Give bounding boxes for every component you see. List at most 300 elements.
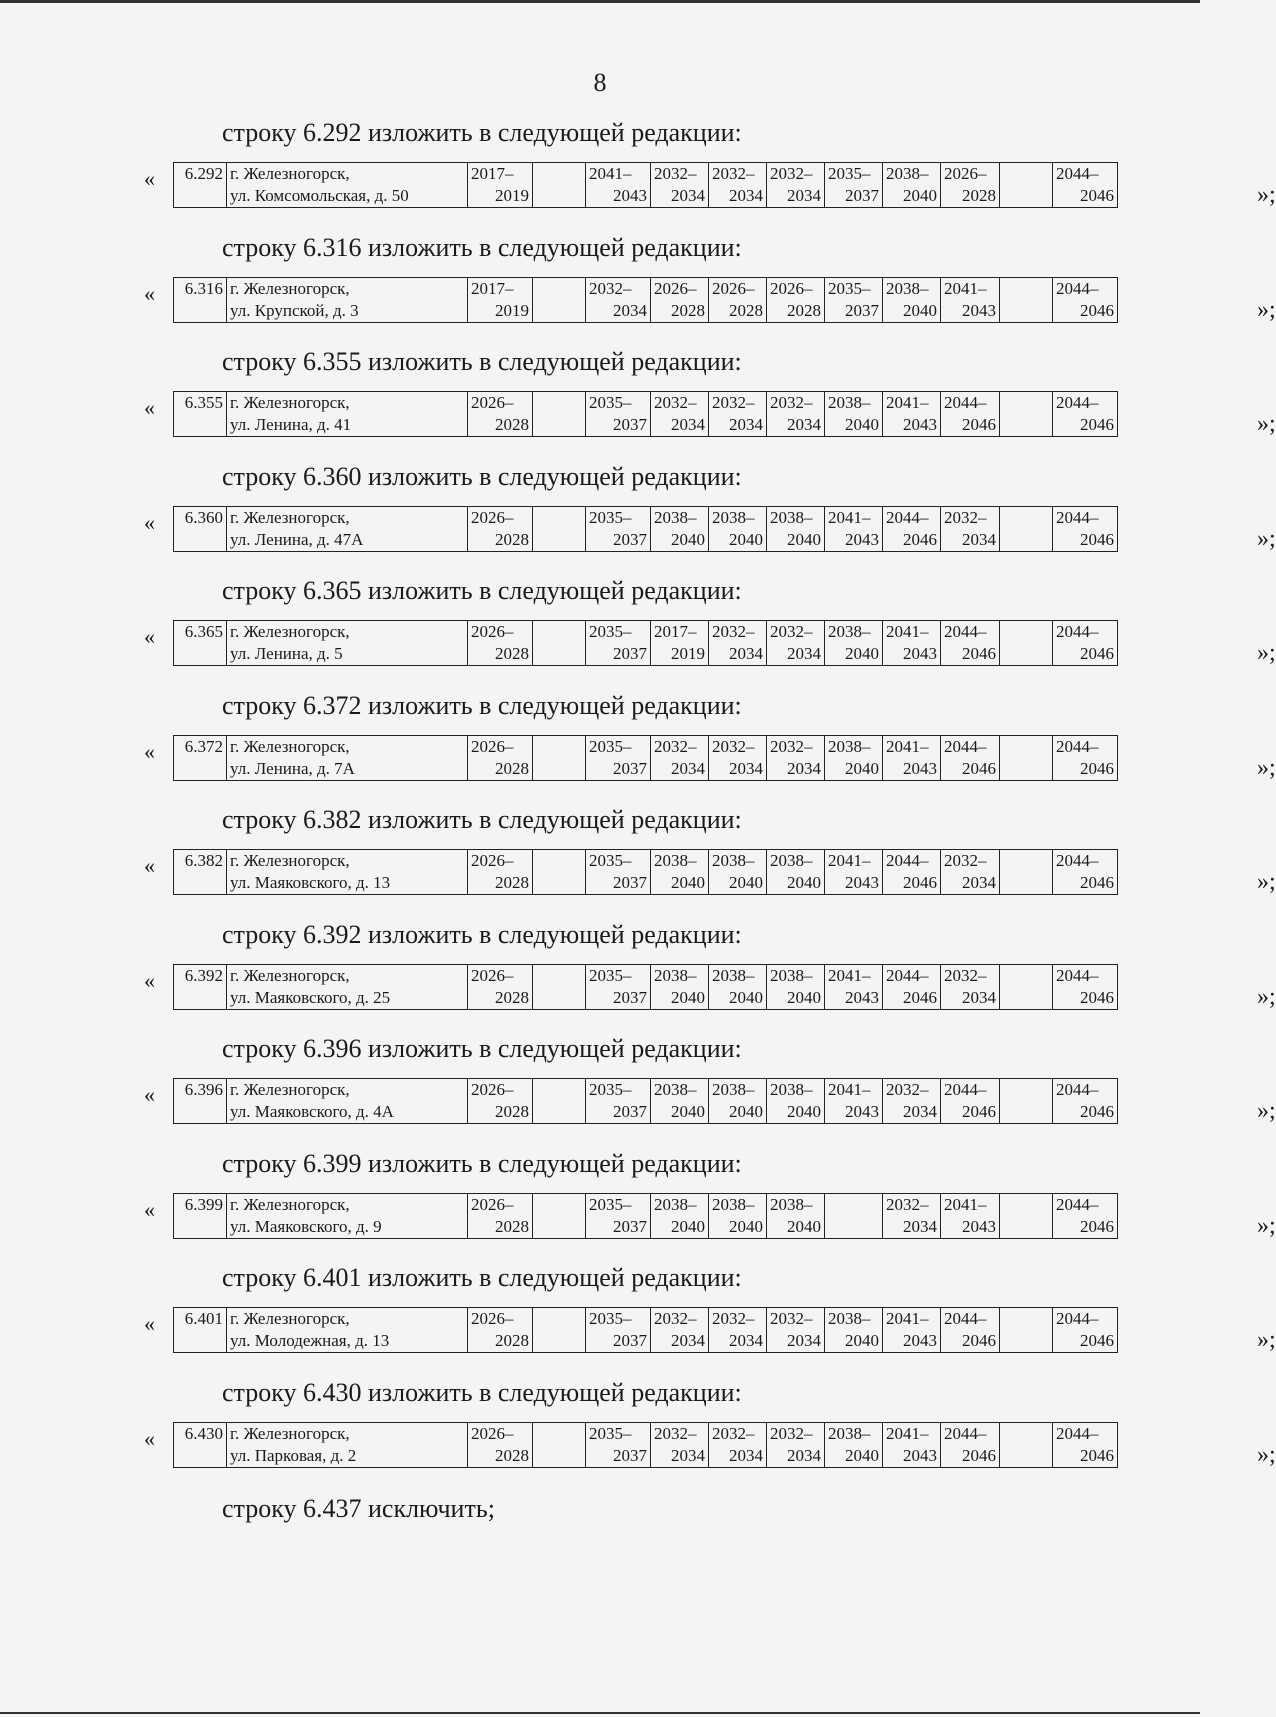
year-end: 2046: [1080, 1331, 1114, 1350]
year-cell: [767, 850, 825, 895]
year-start: [536, 507, 582, 529]
year-start: 2038–: [770, 1080, 813, 1099]
year-end: 2037: [613, 415, 647, 434]
year-cell: [1053, 507, 1118, 552]
table-row-wrapper: [144, 1422, 1276, 1470]
row-number: 6.382: [184, 851, 223, 870]
year-start: 2026–: [471, 1080, 514, 1099]
address-cell: [227, 850, 468, 895]
year-start: 2041–: [589, 164, 632, 183]
year-end: 2028: [495, 1331, 529, 1350]
year-start: 2026–: [471, 393, 514, 412]
year-cell: [767, 278, 825, 323]
row-number: 6.365: [184, 622, 223, 641]
year-cell: [586, 1423, 651, 1468]
year-cell: [1000, 1308, 1053, 1353]
year-cell: [586, 736, 651, 781]
year-start: 2032–: [712, 393, 755, 412]
year-start: [1003, 621, 1049, 643]
year-end: 2028: [729, 301, 763, 320]
year-start: 2044–: [944, 1424, 987, 1443]
section-heading: строку 6.396 изложить в следующей редакции:: [222, 1034, 742, 1063]
year-start: 2032–: [712, 622, 755, 641]
year-end: 2040: [729, 988, 763, 1007]
year-end: 2034: [903, 1102, 937, 1121]
year-end: 2043: [903, 415, 937, 434]
row-number-cell: [174, 621, 227, 666]
row-number: 6.372: [184, 737, 223, 756]
year-cell: [941, 621, 1000, 666]
year-cell: [883, 1079, 941, 1124]
year-cell: [825, 736, 883, 781]
year-end: [536, 758, 582, 780]
year-end: 2046: [903, 873, 937, 892]
year-cell: [709, 1423, 767, 1468]
year-start: 2026–: [471, 622, 514, 641]
year-cell: [468, 1194, 533, 1239]
table-row-wrapper: [144, 506, 1276, 554]
year-start: 2035–: [828, 164, 871, 183]
year-end: 2046: [1080, 759, 1114, 778]
year-cell: [825, 278, 883, 323]
year-start: 2035–: [589, 1424, 632, 1443]
year-start: 2035–: [589, 737, 632, 756]
address-street: ул. Ленина, д. 7А: [230, 759, 355, 778]
address-city: г. Железногорск,: [230, 1309, 350, 1328]
year-cell: [883, 736, 941, 781]
year-end: [1003, 872, 1049, 894]
year-cell: [941, 736, 1000, 781]
year-cell: [1000, 163, 1053, 208]
year-end: 2040: [903, 301, 937, 320]
year-start: [536, 1194, 582, 1216]
year-end: 2040: [787, 530, 821, 549]
row-number-cell: [174, 1308, 227, 1353]
opening-quote: «: [144, 968, 155, 993]
table-row-wrapper: [144, 162, 1276, 210]
address-street: ул. Молодежная, д. 13: [230, 1331, 390, 1350]
amendment-section: [0, 805, 1276, 905]
table-row: [173, 620, 1118, 666]
year-end: [536, 643, 582, 665]
year-end: [536, 1216, 582, 1238]
year-cell: [468, 1423, 533, 1468]
year-cell: [533, 163, 586, 208]
year-start: [1003, 1079, 1049, 1101]
row-number-cell: [174, 965, 227, 1010]
year-cell: [941, 278, 1000, 323]
year-cell: [767, 163, 825, 208]
year-end: 2037: [845, 186, 879, 205]
section-heading: строку 6.382 изложить в следующей редакции:: [222, 805, 742, 834]
year-start: 2044–: [1056, 393, 1099, 412]
address-street: ул. Ленина, д. 41: [230, 415, 352, 434]
year-end: 2034: [671, 415, 705, 434]
year-cell: [468, 1308, 533, 1353]
year-start: 2041–: [944, 1195, 987, 1214]
year-start: 2032–: [712, 1424, 755, 1443]
year-cell: [651, 965, 709, 1010]
row-number: 6.401: [184, 1309, 223, 1328]
year-end: 2040: [845, 759, 879, 778]
year-start: 2044–: [944, 622, 987, 641]
year-end: 2040: [671, 530, 705, 549]
year-end: 2028: [495, 759, 529, 778]
year-cell: [941, 1423, 1000, 1468]
year-end: 2046: [1080, 530, 1114, 549]
year-cell: [709, 1079, 767, 1124]
year-start: 2032–: [712, 164, 755, 183]
year-start: 2038–: [886, 279, 929, 298]
closing-quote: »;: [1257, 182, 1276, 208]
year-start: 2026–: [712, 279, 755, 298]
year-cell: [533, 621, 586, 666]
opening-quote: «: [144, 1082, 155, 1107]
table-row-wrapper: [144, 964, 1276, 1012]
closing-quote: »;: [1257, 1442, 1276, 1468]
address-city: г. Железногорск,: [230, 1424, 350, 1443]
row-number: 6.430: [184, 1424, 223, 1443]
address-street: ул. Ленина, д. 5: [230, 644, 343, 663]
year-end: 2028: [495, 1446, 529, 1465]
closing-quote: »;: [1257, 640, 1276, 666]
closing-quote: »;: [1257, 869, 1276, 895]
year-start: 2044–: [1056, 966, 1099, 985]
year-end: 2028: [495, 873, 529, 892]
year-cell: [767, 507, 825, 552]
year-cell: [941, 1079, 1000, 1124]
table-row-wrapper: [144, 391, 1276, 439]
year-start: 2038–: [712, 851, 755, 870]
year-cell: [1000, 621, 1053, 666]
year-end: 2037: [613, 530, 647, 549]
year-start: 2041–: [828, 851, 871, 870]
row-number: 6.316: [184, 279, 223, 298]
year-end: 2040: [787, 873, 821, 892]
address-cell: [227, 1194, 468, 1239]
year-start: 2038–: [828, 737, 871, 756]
address-street: ул. Маяковского, д. 9: [230, 1217, 382, 1236]
year-start: 2041–: [828, 508, 871, 527]
year-start: [536, 1423, 582, 1445]
year-cell: [709, 507, 767, 552]
year-cell: [586, 850, 651, 895]
year-end: 2040: [903, 186, 937, 205]
year-start: 2035–: [828, 279, 871, 298]
year-cell: [533, 1079, 586, 1124]
year-end: 2034: [729, 644, 763, 663]
year-start: 2032–: [770, 1309, 813, 1328]
amendment-section: [0, 233, 1276, 333]
year-start: [536, 965, 582, 987]
year-start: 2032–: [770, 737, 813, 756]
year-start: 2041–: [886, 622, 929, 641]
section-heading: строку 6.399 изложить в следующей редакции:: [222, 1149, 742, 1178]
year-start: 2041–: [886, 737, 929, 756]
year-cell: [586, 965, 651, 1010]
year-end: 2046: [1080, 301, 1114, 320]
year-cell: [533, 278, 586, 323]
year-cell: [533, 1194, 586, 1239]
address-cell: [227, 392, 468, 437]
year-end: 2043: [903, 1331, 937, 1350]
year-start: 2041–: [886, 1424, 929, 1443]
address-city: г. Железногорск,: [230, 1080, 350, 1099]
row-number: 6.399: [184, 1195, 223, 1214]
year-cell: [709, 850, 767, 895]
opening-quote: «: [144, 281, 155, 306]
year-end: [1003, 300, 1049, 322]
year-start: 2032–: [770, 164, 813, 183]
year-start: 2038–: [654, 1195, 697, 1214]
year-cell: [1000, 392, 1053, 437]
year-start: 2017–: [471, 164, 514, 183]
year-end: 2040: [845, 415, 879, 434]
amendment-section: [0, 1378, 1276, 1478]
table-row: [173, 1422, 1118, 1468]
row-number-cell: [174, 163, 227, 208]
closing-quote: »;: [1257, 1327, 1276, 1353]
year-end: 2040: [787, 1102, 821, 1121]
year-end: 2034: [787, 1446, 821, 1465]
amendment-section: [0, 1263, 1276, 1363]
year-cell: [1000, 736, 1053, 781]
year-end: [536, 414, 582, 436]
year-cell: [1000, 850, 1053, 895]
year-start: 2035–: [589, 966, 632, 985]
section-heading: строку 6.430 изложить в следующей редакции:: [222, 1378, 742, 1407]
year-start: 2017–: [654, 622, 697, 641]
section-heading: строку 6.360 изложить в следующей редакции:: [222, 462, 742, 491]
year-end: 2040: [787, 1217, 821, 1236]
year-end: [536, 1101, 582, 1123]
year-end: [536, 987, 582, 1009]
address-city: г. Железногорск,: [230, 164, 350, 183]
year-start: 2032–: [712, 1309, 755, 1328]
address-street: ул. Крупской, д. 3: [230, 301, 359, 320]
year-cell: [468, 965, 533, 1010]
year-cell: [586, 507, 651, 552]
year-cell: [1000, 1194, 1053, 1239]
year-start: 2026–: [471, 966, 514, 985]
year-end: [1003, 1445, 1049, 1467]
year-end: [1003, 1330, 1049, 1352]
year-cell: [1053, 1194, 1118, 1239]
year-cell: [941, 507, 1000, 552]
row-number-cell: [174, 507, 227, 552]
year-start: 2035–: [589, 393, 632, 412]
year-start: 2032–: [654, 737, 697, 756]
year-cell: [468, 850, 533, 895]
year-end: [536, 529, 582, 551]
year-cell: [1053, 392, 1118, 437]
address-cell: [227, 507, 468, 552]
year-start: 2044–: [944, 1309, 987, 1328]
row-number-cell: [174, 850, 227, 895]
year-end: 2040: [671, 1217, 705, 1236]
year-start: [1003, 163, 1049, 185]
year-cell: [709, 278, 767, 323]
year-end: 2046: [1080, 988, 1114, 1007]
year-end: 2028: [495, 1217, 529, 1236]
year-cell: [767, 392, 825, 437]
address-city: г. Железногорск,: [230, 737, 350, 756]
year-start: 2041–: [886, 1309, 929, 1328]
section-heading: строку 6.292 изложить в следующей редакции:: [222, 118, 742, 147]
year-end: 2043: [845, 873, 879, 892]
year-end: 2040: [787, 988, 821, 1007]
year-cell: [533, 1423, 586, 1468]
year-end: 2034: [729, 186, 763, 205]
year-end: [828, 1216, 879, 1238]
year-cell: [533, 1308, 586, 1353]
year-cell: [651, 1423, 709, 1468]
year-end: 2034: [729, 759, 763, 778]
year-start: 2044–: [886, 851, 929, 870]
year-end: 2046: [1080, 644, 1114, 663]
year-cell: [709, 1194, 767, 1239]
year-cell: [941, 392, 1000, 437]
closing-quote: »;: [1257, 1098, 1276, 1124]
year-end: [1003, 185, 1049, 207]
row-number-cell: [174, 1194, 227, 1239]
year-end: [1003, 987, 1049, 1009]
year-end: [536, 1445, 582, 1467]
year-cell: [586, 621, 651, 666]
year-cell: [1053, 1423, 1118, 1468]
year-cell: [883, 1423, 941, 1468]
table-row-wrapper: [144, 1307, 1276, 1355]
year-start: [536, 850, 582, 872]
year-start: 2035–: [589, 1080, 632, 1099]
year-start: 2032–: [886, 1195, 929, 1214]
year-start: 2032–: [770, 622, 813, 641]
row-number: 6.396: [184, 1080, 223, 1099]
year-start: 2044–: [944, 737, 987, 756]
year-start: 2032–: [944, 851, 987, 870]
address-cell: [227, 163, 468, 208]
year-end: [1003, 414, 1049, 436]
year-start: [1003, 1308, 1049, 1330]
address-city: г. Железногорск,: [230, 1195, 350, 1214]
year-cell: [1000, 1423, 1053, 1468]
year-cell: [767, 621, 825, 666]
year-cell: [468, 392, 533, 437]
year-cell: [825, 965, 883, 1010]
year-start: 2041–: [886, 393, 929, 412]
year-end: [536, 185, 582, 207]
year-start: [536, 1308, 582, 1330]
year-end: 2040: [729, 1102, 763, 1121]
year-start: 2038–: [654, 966, 697, 985]
opening-quote: «: [144, 166, 155, 191]
year-cell: [767, 1423, 825, 1468]
year-start: [536, 736, 582, 758]
year-start: [1003, 278, 1049, 300]
year-start: 2044–: [1056, 1195, 1099, 1214]
address-street: ул. Парковая, д. 2: [230, 1446, 357, 1465]
address-street: ул. Комсомольская, д. 50: [230, 186, 409, 205]
address-city: г. Железногорск,: [230, 966, 350, 985]
year-end: 2046: [962, 1331, 996, 1350]
address-cell: [227, 278, 468, 323]
year-end: 2046: [962, 644, 996, 663]
year-cell: [651, 1079, 709, 1124]
year-cell: [709, 965, 767, 1010]
year-cell: [1053, 163, 1118, 208]
year-cell: [1000, 965, 1053, 1010]
amendment-section: [0, 347, 1276, 447]
year-start: 2035–: [589, 1195, 632, 1214]
year-end: [536, 872, 582, 894]
year-cell: [825, 1423, 883, 1468]
year-end: 2043: [845, 988, 879, 1007]
year-start: 2038–: [828, 1424, 871, 1443]
year-start: 2044–: [1056, 622, 1099, 641]
year-end: 2028: [495, 644, 529, 663]
row-number-cell: [174, 1079, 227, 1124]
year-start: 2017–: [471, 279, 514, 298]
year-start: 2038–: [770, 1195, 813, 1214]
year-end: 2046: [962, 415, 996, 434]
year-cell: [941, 163, 1000, 208]
year-end: 2046: [1080, 415, 1114, 434]
table-row: [173, 162, 1118, 208]
year-end: 2037: [613, 988, 647, 1007]
year-end: [1003, 1101, 1049, 1123]
year-start: 2041–: [828, 1080, 871, 1099]
year-start: [536, 1079, 582, 1101]
year-start: 2044–: [1056, 279, 1099, 298]
year-end: 2040: [729, 530, 763, 549]
year-start: [536, 163, 582, 185]
year-end: 2040: [845, 1331, 879, 1350]
closing-quote: »;: [1257, 411, 1276, 437]
closing-quote: »;: [1257, 526, 1276, 552]
address-cell: [227, 965, 468, 1010]
year-end: 2034: [787, 415, 821, 434]
address-city: г. Железногорск,: [230, 851, 350, 870]
year-cell: [709, 392, 767, 437]
year-end: 2028: [495, 415, 529, 434]
year-start: 2032–: [944, 508, 987, 527]
year-start: 2044–: [1056, 1309, 1099, 1328]
year-end: 2037: [845, 301, 879, 320]
year-cell: [941, 965, 1000, 1010]
year-end: 2028: [495, 530, 529, 549]
year-start: 2044–: [886, 966, 929, 985]
amendment-section: [0, 920, 1276, 1020]
year-end: 2034: [671, 1331, 705, 1350]
table-row-wrapper: [144, 620, 1276, 668]
year-start: 2044–: [886, 508, 929, 527]
year-end: 2028: [962, 186, 996, 205]
section-heading: строку 6.401 изложить в следующей редакции:: [222, 1263, 742, 1292]
year-end: 2046: [962, 759, 996, 778]
year-end: 2040: [671, 873, 705, 892]
year-cell: [586, 1079, 651, 1124]
row-number-cell: [174, 1423, 227, 1468]
table-row-wrapper: [144, 849, 1276, 897]
year-end: 2046: [1080, 1102, 1114, 1121]
year-start: 2038–: [654, 508, 697, 527]
year-cell: [709, 621, 767, 666]
year-cell: [651, 163, 709, 208]
page-number: 8: [593, 68, 607, 97]
year-end: 2040: [845, 644, 879, 663]
address-cell: [227, 621, 468, 666]
section-heading: строку 6.355 изложить в следующей редакции:: [222, 347, 742, 376]
